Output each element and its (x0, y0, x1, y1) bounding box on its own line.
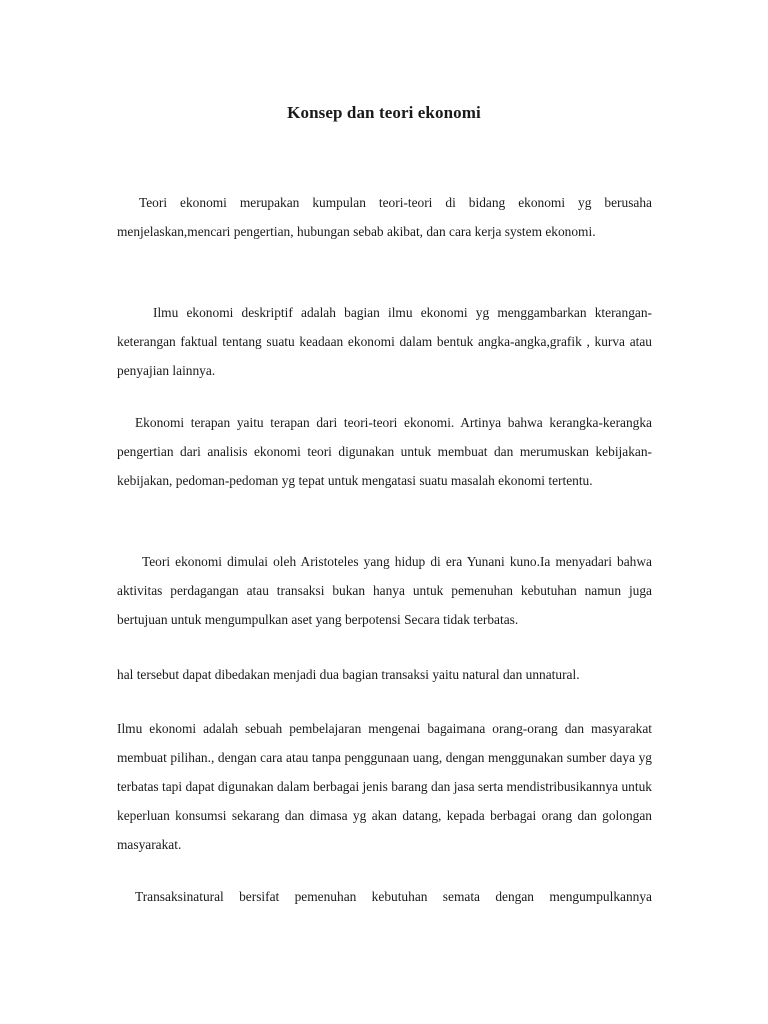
paragraph-teori-ekonomi: Teori ekonomi merupakan kumpulan teori-teori di bidang ekonomi yg berusaha menjelaskan,mencari pengertian, hubungan sebab akibat, dan cara kerja system ekonomi. (117, 195, 652, 239)
paragraph-ekonomi-terapan: Ekonomi terapan yaitu terapan dari teori-teori ekonomi. Artinya bahwa kerangka-kerangka pengertian dari analisis ekonomi teori digunakan untuk membuat dan merumuskan kebijakan-kebijakan, pedoman-pedoman yg tepat untuk mengatasi suatu masalah ekonomi tertentu. (117, 415, 652, 488)
paragraph-aristoteles: Teori ekonomi dimulai oleh Aristoteles yang hidup di era Yunani kuno.Ia menyadari bahwa aktivitas perdagangan atau transaksi bukan hanya untuk pemenuhan kebutuhan namun juga bertujuan untuk mengumpulkan aset yang berpotensi Secara tidak terbatas. (117, 554, 652, 627)
paragraph-ilmu-ekonomi-deskriptif: Ilmu ekonomi deskriptif adalah bagian ilmu ekonomi yg menggambarkan kterangan-keterangan faktual tentang suatu keadaan ekonomi dalam bentuk angka-angka,grafik , kurva atau penyajian lainnya. (117, 305, 652, 378)
document-title: Konsep dan teori ekonomi (287, 103, 481, 122)
paragraph-transaksi-natural: Transaksinatural bersifat pemenuhan kebutuhan semata dengan mengumpulkannya (135, 889, 652, 904)
paragraph-transaksi-natural-unnatural: hal tersebut dapat dibedakan menjadi dua bagian transaksi yaitu natural dan unnatural. (117, 667, 580, 682)
paragraph-ilmu-ekonomi-definisi: Ilmu ekonomi adalah sebuah pembelajaran mengenai bagaimana orang-orang dan masyarakat membuat pilihan., dengan cara atau tanpa penggunaan uang, dengan menggunakan sumber daya yg terbatas tapi dapat digunakan dalam berbagai jenis barang dan jasa serta mendistribusikannya untuk keperluan konsumsi sekarang dan dimasa yg akan datang, kepada berbagai orang dan golongan masyarakat. (117, 721, 652, 852)
